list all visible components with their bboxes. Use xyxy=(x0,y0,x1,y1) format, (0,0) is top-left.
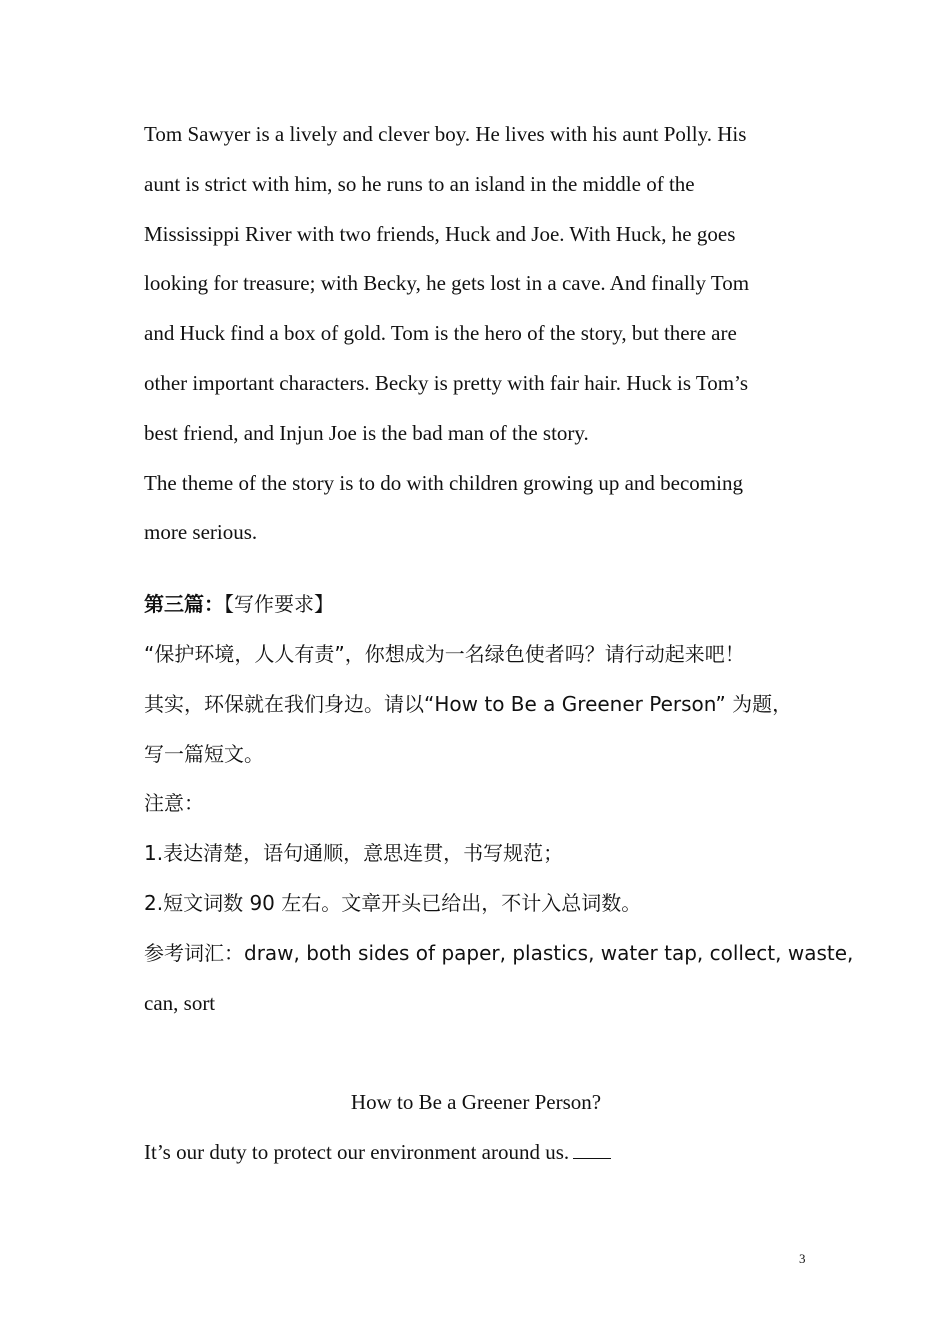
page-number: 3 xyxy=(799,1251,806,1266)
essay-title: How to Be a Greener Person? xyxy=(350,1090,602,1115)
passage-line: aunt is strict with him, so he runs to an island in the middle of the xyxy=(144,171,695,196)
passage-line: and Huck find a box of gold. Tom is the hero of the story, but there are xyxy=(144,321,737,346)
passage-line: best friend, and Injun Joe is the bad man of the story. xyxy=(144,420,589,445)
section-number: 第三篇： xyxy=(144,592,224,617)
passage-line: The theme of the story is to do with children growing up and becoming xyxy=(144,470,743,495)
vocab-line: 参考词汇：draw, both sides of paper, plastics, water tap, collect, waste, xyxy=(144,940,854,965)
reading-passage xyxy=(144,110,814,558)
essay-start-text: It’s our duty to protect our environment around us. xyxy=(144,1139,570,1164)
notes-section xyxy=(144,779,814,928)
vocabulary-hint xyxy=(144,929,854,1029)
passage-line: Mississippi River with two friends, Huck and Joe. With Huck, he goes xyxy=(144,221,736,246)
note-item: 1.表达清楚，语句通顺，意思连贯，书写规范； xyxy=(144,841,564,866)
prompt-line: 其实，环保就在我们身边。请以“How to Be a Greener Person” 为题， xyxy=(144,691,793,716)
passage-line: Tom Sawyer is a lively and clever boy. He lives with his aunt Polly. His xyxy=(144,122,747,146)
document-page xyxy=(144,110,854,1178)
notes-label: 注意： xyxy=(144,791,204,816)
section-title: 【写作要求】 xyxy=(224,592,334,617)
note-item: 2.短文词数 90 左右。文章开头已给出，不计入总词数。 xyxy=(144,890,642,915)
writing-prompt xyxy=(144,630,814,779)
answer-blank[interactable] xyxy=(573,1140,611,1159)
prompt-line: 写一篇短文。 xyxy=(144,741,264,766)
passage-line: more serious. xyxy=(144,520,258,545)
passage-line: looking for treasure; with Becky, he gets lost in a cave. And finally Tom xyxy=(144,271,750,296)
essay-start xyxy=(144,1128,814,1178)
vocab-line: can, sort xyxy=(144,990,216,1015)
spacer xyxy=(144,1028,814,1078)
section-heading xyxy=(144,580,814,630)
prompt-line: “保护环境，人人有责”，你想成为一名绿色使者吗？请行动起来吧！ xyxy=(144,641,745,666)
passage-line: other important characters. Becky is pretty with fair hair. Huck is Tom’s xyxy=(144,370,749,395)
